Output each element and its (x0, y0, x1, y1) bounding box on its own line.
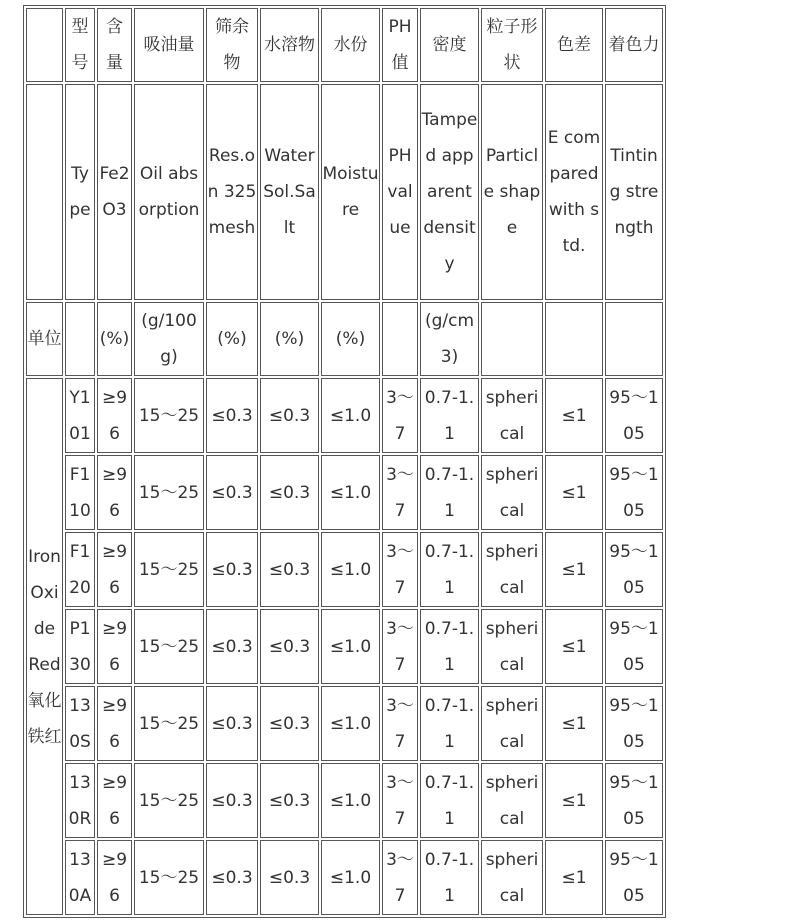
water-cell: ≤0.3 (260, 686, 319, 761)
tint-cell: 95～105 (605, 686, 663, 761)
moisture-cell: ≤1.0 (321, 840, 380, 915)
fe2o3-cell: ≥96 (97, 455, 132, 530)
type-cell: F120 (65, 532, 95, 607)
moisture-cell: ≤1.0 (321, 378, 380, 453)
table-row (26, 455, 663, 530)
header-cn-cell: 着色力 (605, 8, 663, 82)
header-en-cell: Water Sol.Salt (260, 84, 319, 300)
fe2o3-cell: ≥96 (97, 609, 132, 684)
header-cn-cell: 型号 (65, 8, 95, 82)
units-cell: (g/cm3) (420, 302, 479, 376)
oil-cell: 15～25 (134, 378, 204, 453)
header-en-cell: PH value (382, 84, 418, 300)
fe2o3-cell: ≥96 (97, 840, 132, 915)
moisture-cell: ≤1.0 (321, 609, 380, 684)
header-en-cell: Tamped apparent density (420, 84, 479, 300)
moisture-cell: ≤1.0 (321, 763, 380, 838)
header-en-cell: E compared with std. (545, 84, 603, 300)
shape-cell: spherical (481, 455, 543, 530)
density-cell: 0.7-1.1 (420, 532, 479, 607)
table-row (26, 532, 663, 607)
header-en-cell: Res.on 325mesh (206, 84, 258, 300)
type-cell: Y101 (65, 378, 95, 453)
oil-cell: 15～25 (134, 763, 204, 838)
water-cell: ≤0.3 (260, 763, 319, 838)
color-diff-cell: ≤1 (545, 378, 603, 453)
header-row-en (26, 84, 663, 300)
group-label: Iron Oxide Red 氧化铁红 (26, 378, 63, 915)
residue-cell: ≤0.3 (206, 686, 258, 761)
type-cell: 130R (65, 763, 95, 838)
density-cell: 0.7-1.1 (420, 455, 479, 530)
type-cell: 130S (65, 686, 95, 761)
fe2o3-cell: ≥96 (97, 532, 132, 607)
residue-cell: ≤0.3 (206, 840, 258, 915)
tint-cell: 95～105 (605, 763, 663, 838)
header-en-cell: Oil absorption (134, 84, 204, 300)
residue-cell: ≤0.3 (206, 455, 258, 530)
oil-cell: 15～25 (134, 840, 204, 915)
header-row-cn (26, 8, 663, 82)
tint-cell: 95～105 (605, 840, 663, 915)
tint-cell: 95～105 (605, 532, 663, 607)
header-cn-cell: 色差 (545, 8, 603, 82)
density-cell: 0.7-1.1 (420, 840, 479, 915)
density-cell: 0.7-1.1 (420, 763, 479, 838)
tint-cell: 95～105 (605, 378, 663, 453)
oil-cell: 15～25 (134, 609, 204, 684)
type-cell: F110 (65, 455, 95, 530)
header-en-cell (26, 84, 63, 300)
type-cell: 130A (65, 840, 95, 915)
table-row (26, 686, 663, 761)
shape-cell: spherical (481, 686, 543, 761)
header-en-cell: Particle shape (481, 84, 543, 300)
density-cell: 0.7-1.1 (420, 686, 479, 761)
units-cell: (%) (260, 302, 319, 376)
header-cn-cell: 含量 (97, 8, 132, 82)
residue-cell: ≤0.3 (206, 763, 258, 838)
units-cell: (g/100g) (134, 302, 204, 376)
color-diff-cell: ≤1 (545, 840, 603, 915)
fe2o3-cell: ≥96 (97, 763, 132, 838)
color-diff-cell: ≤1 (545, 763, 603, 838)
header-en-cell: Fe2O3 (97, 84, 132, 300)
header-cn-cell (26, 8, 63, 82)
moisture-cell: ≤1.0 (321, 455, 380, 530)
oil-cell: 15～25 (134, 686, 204, 761)
units-cell (545, 302, 603, 376)
fe2o3-cell: ≥96 (97, 378, 132, 453)
header-cn-cell: PH值 (382, 8, 418, 82)
water-cell: ≤0.3 (260, 609, 319, 684)
shape-cell: spherical (481, 532, 543, 607)
color-diff-cell: ≤1 (545, 686, 603, 761)
density-cell: 0.7-1.1 (420, 378, 479, 453)
residue-cell: ≤0.3 (206, 609, 258, 684)
units-cell (382, 302, 418, 376)
shape-cell: spherical (481, 609, 543, 684)
units-cell: (%) (321, 302, 380, 376)
ph-cell: 3～7 (382, 609, 418, 684)
table-row (26, 763, 663, 838)
tint-cell: 95～105 (605, 609, 663, 684)
moisture-cell: ≤1.0 (321, 686, 380, 761)
tint-cell: 95～105 (605, 455, 663, 530)
header-en-cell: Moisture (321, 84, 380, 300)
ph-cell: 3～7 (382, 532, 418, 607)
header-cn-cell: 吸油量 (134, 8, 204, 82)
fe2o3-cell: ≥96 (97, 686, 132, 761)
table-row (26, 378, 663, 453)
header-cn-cell: 水溶物 (260, 8, 319, 82)
residue-cell: ≤0.3 (206, 378, 258, 453)
header-cn-cell: 粒子形状 (481, 8, 543, 82)
units-cell: (%) (97, 302, 132, 376)
type-cell: P130 (65, 609, 95, 684)
oil-cell: 15～25 (134, 532, 204, 607)
header-en-cell: Type (65, 84, 95, 300)
ph-cell: 3～7 (382, 686, 418, 761)
ph-cell: 3～7 (382, 455, 418, 530)
density-cell: 0.7-1.1 (420, 609, 479, 684)
residue-cell: ≤0.3 (206, 532, 258, 607)
table-row (26, 609, 663, 684)
ph-cell: 3～7 (382, 840, 418, 915)
ph-cell: 3～7 (382, 378, 418, 453)
color-diff-cell: ≤1 (545, 609, 603, 684)
header-cn-cell: 水份 (321, 8, 380, 82)
header-cn-cell: 筛余物 (206, 8, 258, 82)
spec-table (23, 5, 666, 918)
units-cell: 单位 (26, 302, 63, 376)
units-cell (481, 302, 543, 376)
water-cell: ≤0.3 (260, 840, 319, 915)
shape-cell: spherical (481, 763, 543, 838)
units-cell (65, 302, 95, 376)
shape-cell: spherical (481, 840, 543, 915)
oil-cell: 15～25 (134, 455, 204, 530)
header-cn-cell: 密度 (420, 8, 479, 82)
units-cell (605, 302, 663, 376)
color-diff-cell: ≤1 (545, 532, 603, 607)
table-row (26, 840, 663, 915)
ph-cell: 3～7 (382, 763, 418, 838)
color-diff-cell: ≤1 (545, 455, 603, 530)
moisture-cell: ≤1.0 (321, 532, 380, 607)
water-cell: ≤0.3 (260, 532, 319, 607)
shape-cell: spherical (481, 378, 543, 453)
header-en-cell: Tinting strength (605, 84, 663, 300)
water-cell: ≤0.3 (260, 455, 319, 530)
water-cell: ≤0.3 (260, 378, 319, 453)
units-row (26, 302, 663, 376)
units-cell: (%) (206, 302, 258, 376)
